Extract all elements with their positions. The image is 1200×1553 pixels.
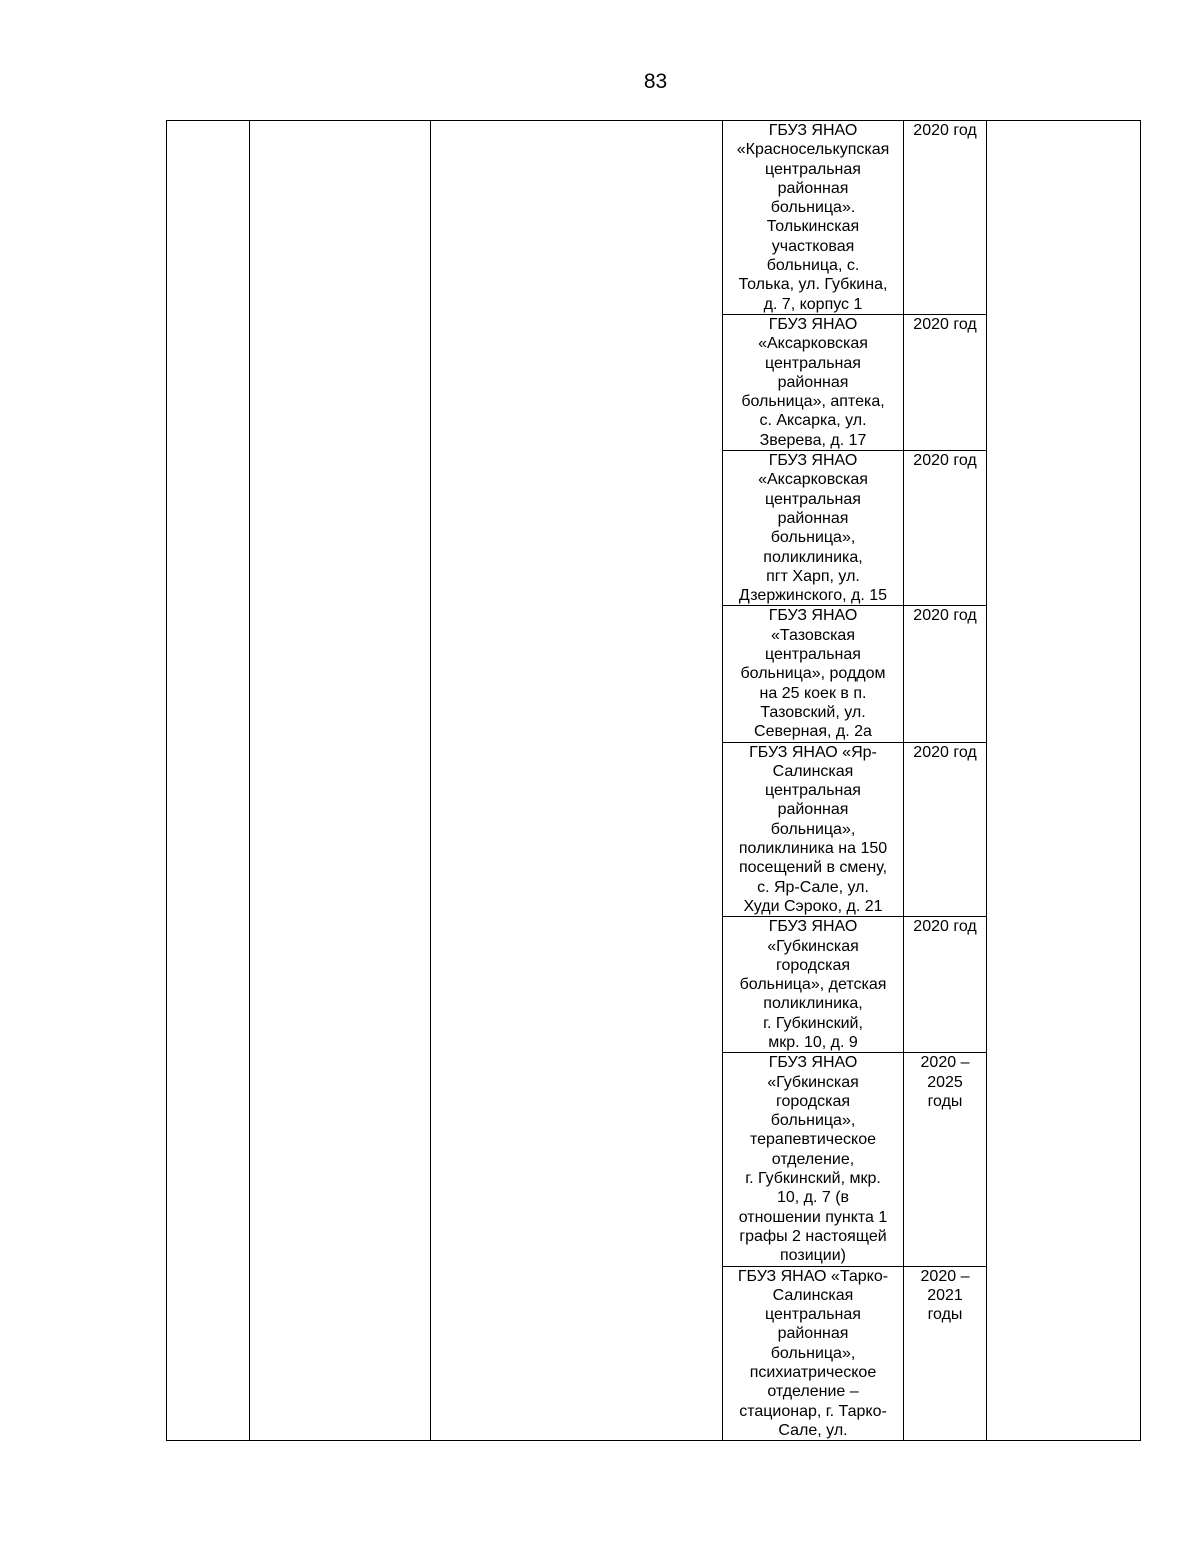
organization-cell: ГБУЗ ЯНАО «Тарко- Салинская центральная районная больница», психиатрическое отделение – стационар, г. Тарко- Сале, ул. [723,1266,904,1441]
organization-cell: ГБУЗ ЯНАО «Аксарковская центральная районная больница», поликлиника, пгт Харп, ул. Дзержинского, д. 15 [723,451,904,606]
organization-cell: ГБУЗ ЯНАО «Красноселькупская центральная районная больница». Толькинская участковая больница, с. Толька, ул. Губкина, д. 7, корпус 1 [723,121,904,315]
year-cell: 2020 год [904,121,987,315]
document-table [166,120,1141,1441]
table-cell-empty [250,121,431,1441]
year-cell: 2020 год [904,917,987,1053]
year-cell: 2020 год [904,451,987,606]
year-cell: 2020 год [904,315,987,451]
organization-cell: ГБУЗ ЯНАО «Губкинская городская больница», детская поликлиника, г. Губкинский, мкр. 10, д. 9 [723,917,904,1053]
organization-cell: ГБУЗ ЯНАО «Аксарковская центральная районная больница», аптека, с. Аксарка, ул. Зверева, д. 17 [723,315,904,451]
organization-cell: ГБУЗ ЯНАО «Яр- Салинская центральная районная больница», поликлиника на 150 посещений в смену, с. Яр-Сале, ул. Худи Сэроко, д. 21 [723,742,904,917]
organization-cell: ГБУЗ ЯНАО «Тазовская центральная больница», роддом на 25 коек в п. Тазовский, ул. Северная, д. 2а [723,606,904,742]
page-number: 83 [643,70,668,93]
organization-cell: ГБУЗ ЯНАО «Губкинская городская больница», терапевтическое отделение, г. Губкинский, мкр. 10, д. 7 (в отношении пункта 1 графы 2 настоящей позиции) [723,1053,904,1266]
table-cell-empty [167,121,250,1441]
table-row [167,121,1141,315]
table-cell-empty [987,121,1141,1441]
year-cell: 2020 – 2021 годы [904,1266,987,1441]
year-cell: 2020 год [904,606,987,742]
year-cell: 2020 год [904,742,987,917]
table-cell-empty [431,121,723,1441]
year-cell: 2020 – 2025 годы [904,1053,987,1266]
